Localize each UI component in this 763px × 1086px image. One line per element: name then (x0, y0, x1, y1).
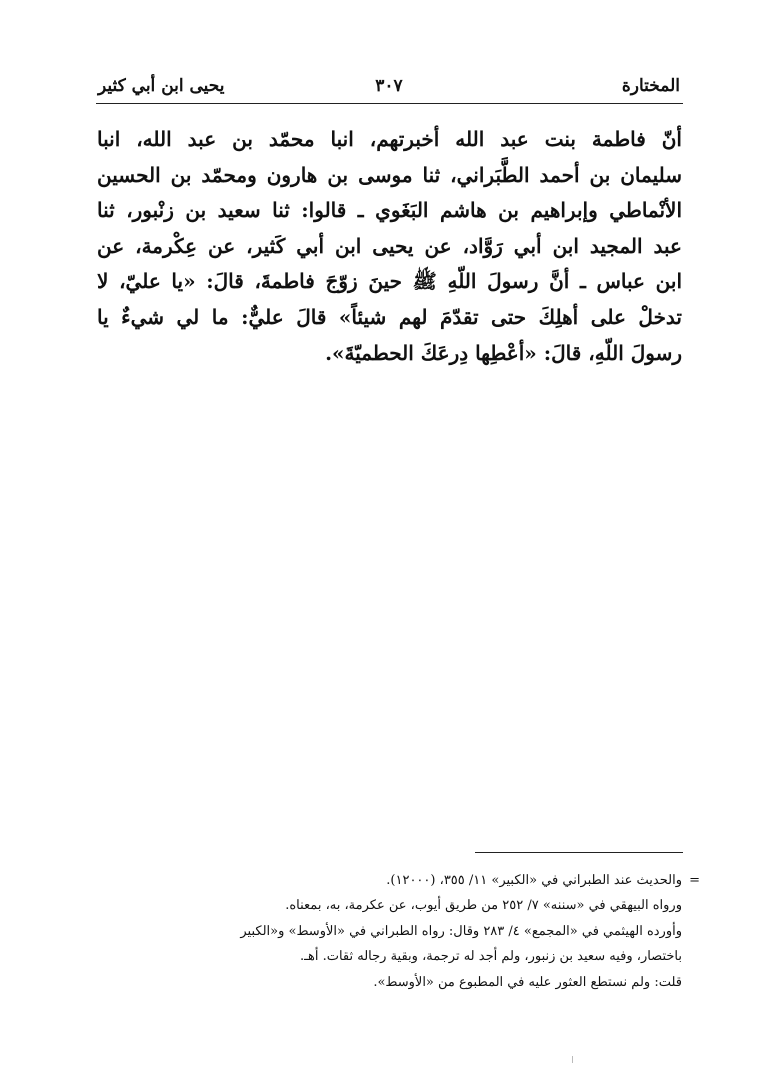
footnote-divider (475, 852, 683, 853)
footnote-line (180, 868, 700, 893)
book-title: المختارة (621, 76, 680, 96)
footnote-line: ورواه البيهقي في «سننه» ٧/ ٢٥٢ من طريق أيوب، عن عكرمة، به، بمعناه. (285, 898, 682, 914)
running-header (96, 74, 682, 104)
text-line: ابن عباس ـ أنَّ رسولَ اللّهِ ﷺ حينَ زوّجَ فاطمةَ، قالَ: «يا عليّ، لا (97, 269, 682, 294)
page-number: ٣٠٧ (375, 76, 403, 96)
footnotes (180, 868, 700, 995)
chapter-title: يحيى ابن أبي كثير (98, 76, 225, 96)
header-divider (96, 103, 683, 104)
continuation-marker: = (689, 873, 700, 888)
text-line: عبد المجيد ابن أبي رَوَّاد، عن يحيى ابن أبي كَثير، عن عِكْرمة، عن (97, 233, 682, 258)
text-line: سليمان بن أحمد الطَّبَراني، ثنا موسى بن هارون ومحمّد بن الحسين (97, 162, 682, 187)
text-line: الأنْماطي وإبراهيم بن هاشم البَغَوي ـ قالوا: ثنا سعيد بن زنْبور، ثنا (97, 198, 682, 223)
footnote-line: باختصار، وفيه سعيد بن زنبور، ولم أجد له ترجمة، وبقية رجاله ثقات. أهـ. (300, 949, 682, 965)
hadith-text (97, 122, 682, 371)
footnote-text: والحديث عند الطبراني في «الكبير» ١١/ ٣٥٥، (١٢٠٠٠). (386, 873, 682, 888)
text-line: تدخلْ على أهلِكَ حتى تقدّمَ لهم شيئاً» قالَ عليٌّ: ما لي شيءٌ يا (97, 304, 682, 329)
footnote-line: قلت: ولم نستطع العثور عليه في المطبوع من «الأوسط». (373, 974, 682, 990)
text-line: أنّ فاطمة بنت عبد الله أخبرتهم، انبا محمّد بن عبد الله، انبا (97, 127, 682, 151)
scan-mark (572, 1056, 573, 1063)
text-line: رسولَ اللّهِ، قالَ: «أعْطِها دِرعَكَ الحطميّةَ». (325, 340, 682, 365)
footnote-line: وأورده الهيثمي في «المجمع» ٤/ ٢٨٣ وقال: رواه الطبراني في «الأوسط» و«الكبير (240, 923, 682, 939)
